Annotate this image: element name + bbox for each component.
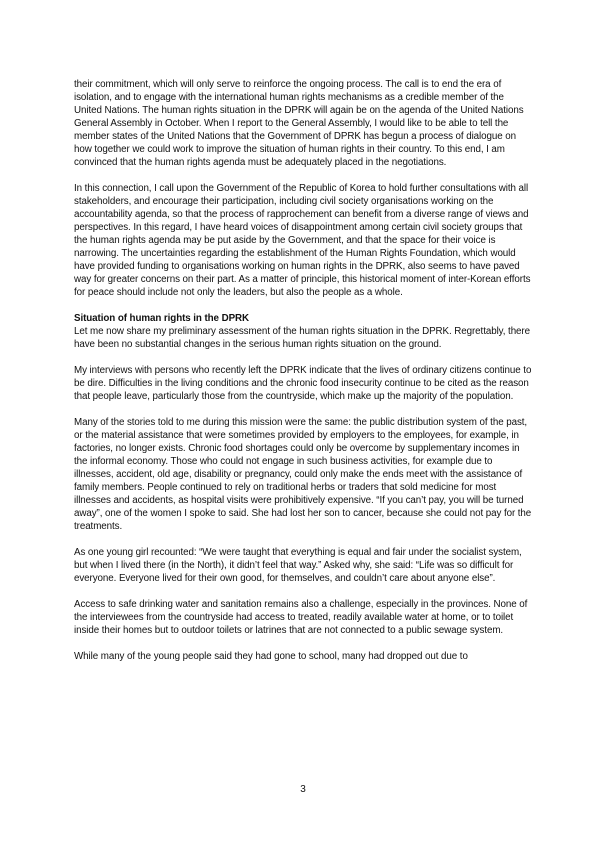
section-heading: Situation of human rights in the DPRK: [74, 313, 250, 324]
paragraph: Access to safe drinking water and sanitation remains also a challenge, especially in the provinces. None of the interviewees from the countryside had access to treated, readily available water at home, or to toilet inside their homes but to outdoor toilets or latrines that are not connected to a public sewage system.: [74, 599, 528, 636]
paragraph: their commitment, which will only serve to reinforce the ongoing process. The call is to end the era of isolation, and to engage with the international human rights mechanisms as a credible member of the United Nations. The human rights situation in the DPRK will again be on the agenda of the United Nations General Assembly in October. When I report to the General Assembly, I would like to be able to tell the member states of the United Nations that the Government of DPRK has begun a process of dialogue on how together we could work to improve the situation of human rights in their country. To this end, I am convinced that the human rights agenda must be adequately placed in the negotiations.: [74, 79, 524, 168]
paragraph: In this connection, I call upon the Government of the Republic of Korea to hold further consultations with all stakeholders, and encourage their participation, including civil society organisations working on the accountability agenda, so that the process of rapprochement can benefit from a diverse range of views and perspectives. In this regard, I have heard voices of disappointment among certain civil society groups that the human rights agenda may be put aside by the Government, and that the space for their voice is narrowing. The uncertainties regarding the establishment of the Human Rights Foundation, which would have provided funding to organisations working on human rights in the DPRK, also seems to have paved way for greater concerns on their part. As a matter of principle, this historical moment of inter-Korean efforts for peace should include not only the leaders, but also the people as a whole.: [74, 183, 531, 298]
page-number: 3: [300, 784, 306, 795]
paragraph: Let me now share my preliminary assessment of the human rights situation in the DPRK. Regrettably, there have been no substantial changes in the serious human rights situation on the ground.: [74, 326, 530, 350]
paragraph: While many of the young people said they had gone to school, many had dropped out due to: [74, 651, 468, 662]
document-body: [74, 78, 534, 676]
paragraph: Many of the stories told to me during this mission were the same: the public distribution system of the past, or the material assistance that were sometimes provided by employers to the employees, for example, in factories, no longer exists. Chronic food shortages could only be overcome by supplementary incomes in the informal economy. Those who could not engage in such business activities, for example due to illnesses, accident, old age, disability or pregnancy, could only make the ends meet with the assistance of family members. People continued to rely on traditional herbs or traders that sold medicine for most illnesses and accidents, as hospital visits were prohibitively expensive. “If you can’t pay, you will be turned away”, one of the women I spoke to said. She had lost her son to cancer, because she could not pay for the treatments.: [74, 417, 532, 532]
paragraph: As one young girl recounted: “We were taught that everything is equal and fair under the socialist system, but when I lived there (in the North), it didn’t feel that way.” Asked why, she said: “Life was so difficult for everyone. Everyone lived for their own good, for themselves, and couldn’t care about anyone else”.: [74, 547, 522, 584]
paragraph: My interviews with persons who recently left the DPRK indicate that the lives of ordinary citizens continue to be dire. Difficulties in the living conditions and the chronic food insecurity continue to be cited as the reason that people leave, particularly those from the countryside, which make up the majority of the population.: [74, 365, 532, 402]
section: [74, 312, 534, 351]
